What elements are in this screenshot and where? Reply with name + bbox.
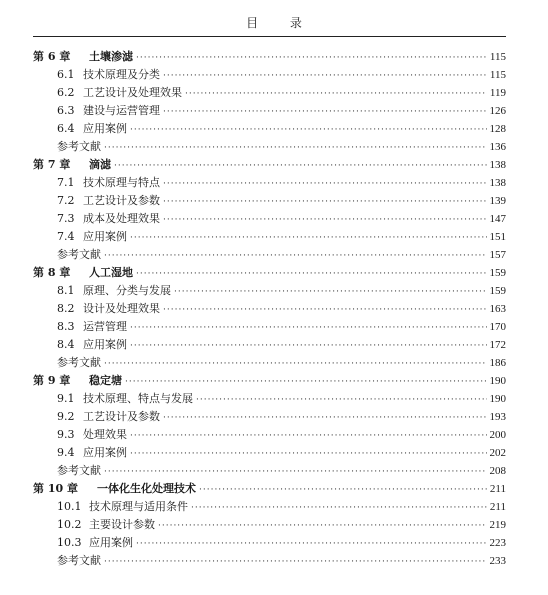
- section-title: 应用案例: [83, 446, 127, 459]
- section-heading: [33, 246, 101, 264]
- chapter-heading: [33, 48, 133, 66]
- section-number: 8.3: [57, 320, 75, 333]
- toc-section-row[interactable]: [33, 84, 506, 102]
- chapter-number: 第 8 章: [33, 266, 71, 279]
- section-heading: [33, 516, 155, 534]
- section-title: 应用案例: [89, 536, 133, 549]
- toc-section-row[interactable]: [33, 102, 506, 120]
- section-heading: [33, 138, 101, 156]
- section-number: 6.3: [57, 104, 75, 117]
- section-title: 参考文献: [57, 464, 101, 477]
- page-title: 目 录: [246, 16, 316, 30]
- page-number: 211: [489, 483, 506, 495]
- section-number: 9.1: [57, 392, 75, 405]
- chapter-number: 第 7 章: [33, 158, 71, 171]
- page-number: 202: [489, 447, 506, 459]
- section-heading: [33, 174, 160, 192]
- toc-chapter-row[interactable]: [33, 480, 506, 498]
- page-number: 138: [489, 159, 506, 171]
- toc-section-row[interactable]: [33, 120, 506, 138]
- toc-chapter-row[interactable]: [33, 264, 506, 282]
- dot-leader: [163, 409, 487, 427]
- section-heading: [33, 300, 160, 318]
- page-number: 136: [489, 141, 506, 153]
- dot-leader: [104, 355, 487, 373]
- section-number: 10.1: [57, 500, 82, 513]
- toc-section-row[interactable]: [33, 408, 506, 426]
- section-number: 6.1: [57, 68, 75, 81]
- section-heading: [33, 192, 160, 210]
- section-number: 9.2: [57, 410, 75, 423]
- dot-leader: [199, 481, 487, 499]
- dot-leader: [130, 337, 487, 355]
- section-title: 工艺设计及参数: [83, 410, 160, 423]
- chapter-number: 第 6 章: [33, 50, 71, 63]
- chapter-heading: [33, 372, 122, 390]
- section-number: 6.2: [57, 86, 75, 99]
- dot-leader: [191, 499, 487, 517]
- dot-leader: [185, 85, 487, 103]
- section-heading: [33, 462, 101, 480]
- section-heading: [33, 120, 127, 138]
- section-title: 技术原理、特点与发展: [83, 392, 193, 405]
- section-title: 建设与运营管理: [83, 104, 160, 117]
- page-number: 159: [489, 267, 506, 279]
- section-title: 应用案例: [83, 122, 127, 135]
- dot-leader: [163, 175, 487, 193]
- section-heading: [33, 534, 133, 552]
- toc-section-row[interactable]: [33, 534, 506, 552]
- section-number: 8.1: [57, 284, 75, 297]
- section-title: 工艺设计及处理效果: [83, 86, 182, 99]
- section-number: 9.4: [57, 446, 75, 459]
- dot-leader: [163, 211, 487, 229]
- page-number: 157: [489, 249, 506, 261]
- section-title: 原理、分类与发展: [83, 284, 171, 297]
- page-number: 151: [489, 231, 506, 243]
- toc-section-row[interactable]: [33, 282, 506, 300]
- dot-leader: [163, 301, 487, 319]
- table-of-contents: [33, 48, 506, 570]
- toc-chapter-row[interactable]: [33, 372, 506, 390]
- dot-leader: [130, 229, 487, 247]
- page-number: 147: [489, 213, 506, 225]
- section-heading: [33, 336, 127, 354]
- dot-leader: [196, 391, 487, 409]
- toc-section-row[interactable]: [33, 228, 506, 246]
- toc-section-row[interactable]: [33, 246, 506, 264]
- toc-section-row[interactable]: [33, 336, 506, 354]
- section-heading: [33, 444, 127, 462]
- section-title: 运营管理: [83, 320, 127, 333]
- section-heading: [33, 426, 127, 444]
- toc-section-row[interactable]: [33, 426, 506, 444]
- chapter-title: 土壤渗滤: [89, 50, 133, 63]
- page-number: 208: [489, 465, 506, 477]
- page-number: 193: [489, 411, 506, 423]
- section-number: 8.2: [57, 302, 75, 315]
- page-number: 115: [489, 51, 506, 63]
- dot-leader: [114, 157, 487, 175]
- page-number: 190: [489, 393, 506, 405]
- dot-leader: [136, 535, 487, 553]
- page-number: 138: [489, 177, 506, 189]
- section-number: 7.1: [57, 176, 75, 189]
- dot-leader: [130, 445, 487, 463]
- dot-leader: [104, 139, 487, 157]
- page-number: 200: [489, 429, 506, 441]
- page-number: 233: [489, 555, 506, 567]
- dot-leader: [130, 121, 487, 139]
- toc-section-row[interactable]: [33, 552, 506, 570]
- page-number: 223: [489, 537, 506, 549]
- page-number: 186: [489, 357, 506, 369]
- page-number: 219: [489, 519, 506, 531]
- dot-leader: [163, 67, 487, 85]
- chapter-heading: [33, 480, 196, 498]
- section-title: 主要设计参数: [89, 518, 155, 531]
- dot-leader: [158, 517, 487, 535]
- dot-leader: [163, 193, 487, 211]
- section-heading: [33, 408, 160, 426]
- toc-section-row[interactable]: [33, 354, 506, 372]
- dot-leader: [163, 103, 487, 121]
- section-title: 处理效果: [83, 428, 127, 441]
- page-number: 126: [489, 105, 506, 117]
- section-heading: [33, 210, 160, 228]
- section-title: 设计及处理效果: [83, 302, 160, 315]
- chapter-number: 第 10 章: [33, 482, 78, 495]
- dot-leader: [125, 373, 487, 391]
- page-number: 172: [489, 339, 506, 351]
- toc-section-row[interactable]: [33, 66, 506, 84]
- section-heading: [33, 84, 182, 102]
- section-title: 参考文献: [57, 248, 101, 261]
- page-number: 163: [489, 303, 506, 315]
- section-title: 参考文献: [57, 140, 101, 153]
- section-heading: [33, 390, 193, 408]
- chapter-title: 稳定塘: [89, 374, 122, 387]
- toc-section-row[interactable]: [33, 444, 506, 462]
- toc-section-row[interactable]: [33, 138, 506, 156]
- page-number: 119: [489, 87, 506, 99]
- toc-section-row[interactable]: [33, 462, 506, 480]
- section-heading: [33, 228, 127, 246]
- page-number: 128: [489, 123, 506, 135]
- section-heading: [33, 498, 188, 516]
- toc-section-row[interactable]: [33, 318, 506, 336]
- section-number: 7.3: [57, 212, 75, 225]
- toc-section-row[interactable]: [33, 516, 506, 534]
- chapter-title: 滴滤: [89, 158, 111, 171]
- section-heading: [33, 282, 171, 300]
- section-title: 技术原理与特点: [83, 176, 160, 189]
- section-title: 技术原理与适用条件: [89, 500, 188, 513]
- dot-leader: [104, 553, 487, 571]
- section-heading: [33, 318, 127, 336]
- section-number: 6.4: [57, 122, 75, 135]
- toc-chapter-row[interactable]: [33, 48, 506, 66]
- toc-section-row[interactable]: [33, 300, 506, 318]
- section-number: 7.4: [57, 230, 75, 243]
- section-number: 7.2: [57, 194, 75, 207]
- section-title: 工艺设计及参数: [83, 194, 160, 207]
- page-number: 170: [489, 321, 506, 333]
- dot-leader: [104, 247, 487, 265]
- dot-leader: [130, 427, 487, 445]
- page-number: 159: [489, 285, 506, 297]
- chapter-title: 一体化生化处理技术: [97, 482, 196, 495]
- section-number: 9.3: [57, 428, 75, 441]
- section-title: 应用案例: [83, 338, 127, 351]
- toc-section-row[interactable]: [33, 210, 506, 228]
- page-number: 190: [489, 375, 506, 387]
- toc-section-row[interactable]: [33, 498, 506, 516]
- section-heading: [33, 552, 101, 570]
- dot-leader: [174, 283, 487, 301]
- dot-leader: [136, 49, 487, 67]
- section-title: 成本及处理效果: [83, 212, 160, 225]
- toc-chapter-row[interactable]: [33, 156, 506, 174]
- dot-leader: [136, 265, 487, 283]
- title-rule: [33, 36, 506, 37]
- toc-section-row[interactable]: [33, 174, 506, 192]
- chapter-heading: [33, 156, 111, 174]
- dot-leader: [104, 463, 487, 481]
- chapter-title: 人工湿地: [89, 266, 133, 279]
- toc-section-row[interactable]: [33, 192, 506, 210]
- section-heading: [33, 102, 160, 120]
- section-title: 技术原理及分类: [83, 68, 160, 81]
- page-number: 139: [489, 195, 506, 207]
- toc-section-row[interactable]: [33, 390, 506, 408]
- section-title: 参考文献: [57, 554, 101, 567]
- section-number: 8.4: [57, 338, 75, 351]
- section-heading: [33, 354, 101, 372]
- page-number: 211: [489, 501, 506, 513]
- section-heading: [33, 66, 160, 84]
- section-title: 应用案例: [83, 230, 127, 243]
- section-title: 参考文献: [57, 356, 101, 369]
- section-number: 10.3: [57, 536, 82, 549]
- section-number: 10.2: [57, 518, 82, 531]
- chapter-heading: [33, 264, 133, 282]
- chapter-number: 第 9 章: [33, 374, 71, 387]
- page-number: 115: [489, 69, 506, 81]
- dot-leader: [130, 319, 487, 337]
